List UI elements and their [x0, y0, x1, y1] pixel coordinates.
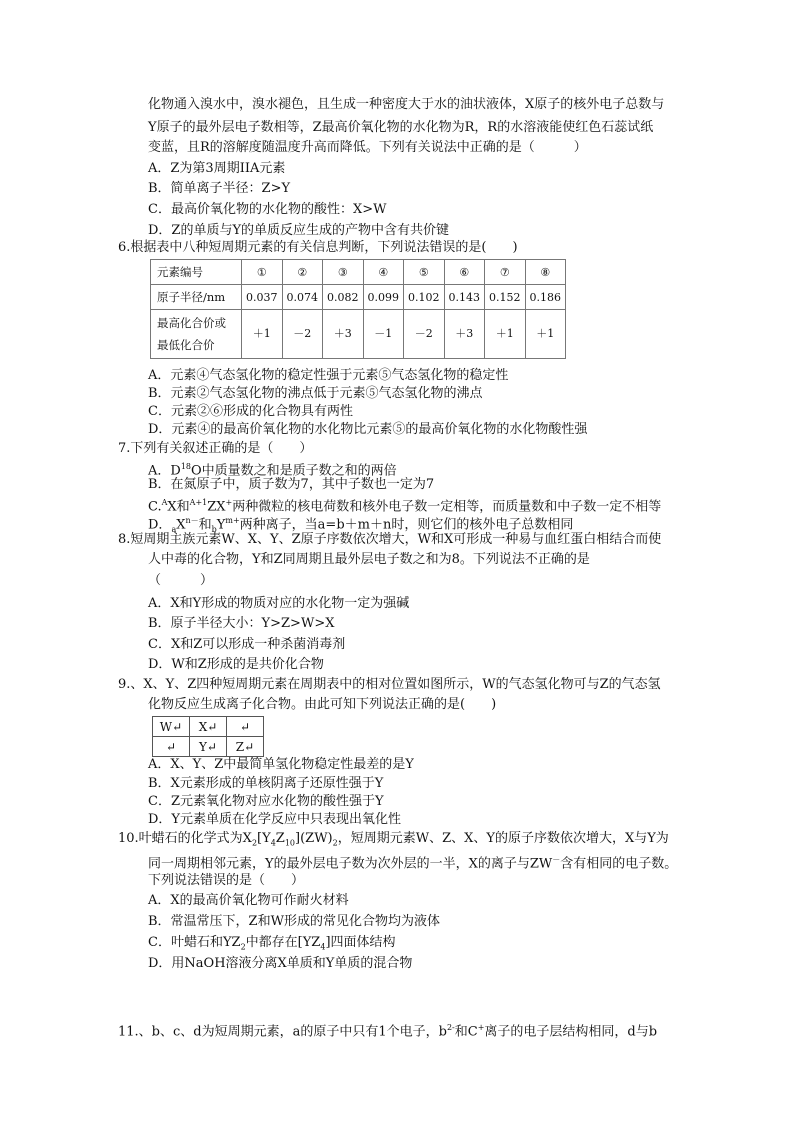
text-span: 含有相同的电子数。: [560, 856, 678, 872]
text-span: C．叶蜡石和YZ: [148, 935, 241, 950]
q10-option-a: A．X的最高价氧化物可作耐火材料: [148, 893, 349, 908]
superscript: +: [225, 498, 233, 507]
table-cell: ＋1: [485, 310, 526, 359]
q9-option-c: C．Z元素氧化物对应水化物的酸性强于Y: [148, 794, 384, 809]
text-span: C.: [148, 499, 162, 515]
q10-stem-line-1: [118, 830, 669, 853]
table-cell: ⑦: [485, 260, 526, 285]
q5-option-d: D．Z的单质与Y的单质反应生成的产物中含有共价键: [148, 223, 450, 238]
q5-stem-line-1: 化物通入溴水中，溴水褪色，且生成一种密度大于水的油状液体，X原子的核外电子总数与: [148, 97, 665, 112]
text-span: Y: [216, 517, 226, 533]
q5-option-a: A．Z为第3周期IIA元素: [148, 161, 286, 176]
table-cell: 0.082: [323, 285, 364, 310]
text-span: 两种离子，当a=b＋m＋n时，则它们的核外电子总数相同: [239, 517, 574, 533]
q6-option-d: D．元素④的最高价氧化物的水化物比元素⑤的最高价氧化物的水化物酸性强: [148, 422, 588, 437]
q8-stem-line-1: 8.短周期主族元素W、X、Y、Z原子序数依次增大，W和X可形成一种易与血红蛋白相结合而使: [118, 532, 662, 547]
text-span: 10.叶蜡石的化学式为X: [118, 831, 252, 846]
text-span: 同一周期相邻元素，Y的最外层电子数为次外层的一半，X的离子与ZW: [148, 856, 553, 872]
table-cell: ⑤: [404, 260, 445, 285]
table-cell: ④: [363, 260, 404, 285]
table-cell: －2: [282, 310, 323, 359]
text-span: ZX: [207, 499, 226, 515]
subscript: b: [211, 524, 217, 534]
text-span: [Y: [257, 831, 271, 846]
q9-option-d: D．Y元素单质在化学反应中只表现出氧化性: [148, 812, 402, 827]
text-span: ](ZW): [295, 831, 333, 846]
q10-stem-line-3: 下列说法错误的是（ ）: [148, 873, 305, 888]
q5-stem-line-3: 变蓝，且R的溶解度随温度升高而降低。下列有关说法中正确的是（ ）: [148, 140, 587, 155]
q6-option-c: C．元素②⑥形成的化合物具有两性: [148, 404, 353, 419]
table-header-valence: [151, 310, 242, 359]
text-span: ]四面体结构: [325, 935, 396, 950]
text-span: A．D: [148, 463, 181, 479]
q5-option-b: B．简单离子半径：Z>Y: [148, 181, 291, 196]
text-span: 和C: [454, 1024, 478, 1040]
superscript: －: [552, 855, 561, 864]
table-header-element-id: 元素编号: [151, 260, 242, 285]
table-header-radius: 原子半径/nm: [151, 285, 242, 310]
q8-option-c: C．X和Z可以形成一种杀菌消毒剂: [148, 637, 346, 652]
q10-option-c: [148, 934, 396, 957]
superscript: +: [477, 1023, 485, 1032]
subscript: 2: [240, 942, 246, 952]
q10-option-d: D．用NaOH溶液分离X单质和Y单质的混合物: [148, 956, 413, 971]
subscript: a: [171, 524, 177, 534]
q6-element-table: [150, 259, 566, 359]
text-span: X: [176, 517, 186, 533]
table-cell: 0.152: [485, 285, 526, 310]
table-cell: ⑧: [525, 260, 566, 285]
grid-cell: ↵: [153, 737, 190, 757]
subscript: 4: [320, 942, 326, 952]
table-cell: 0.102: [404, 285, 445, 310]
q8-option-b: B．原子半径大小：Y>Z>W>X: [148, 616, 335, 631]
subscript: 2: [332, 838, 338, 848]
table-cell: ＋1: [525, 310, 566, 359]
q5-option-c: C．最高价氧化物的水化物的酸性：X>W: [148, 202, 387, 217]
text-span: ，短周期元素W、Z、X、Y的原子序数依次增大，X与Y为: [337, 831, 669, 846]
q9-stem-line-2: 化物反应生成离子化合物。由此可知下列说法正确的是( ): [148, 697, 497, 712]
text-span: 11.、b、c、d为短周期元素，a的原子中只有1个电子，b: [118, 1024, 447, 1040]
text-span: O中质量数之和是质子数之和的两倍: [191, 463, 397, 479]
table-cell: 0.074: [282, 285, 323, 310]
text-span: 中都存在[YZ: [245, 935, 321, 950]
q5-stem-line-2: Y原子的最外层电子数相等，Z最高价氧化物的水化物为R，R的水溶液能使红色石蕊试纸: [148, 120, 654, 135]
table-cell: －2: [404, 310, 445, 359]
table-cell: 0.099: [363, 285, 404, 310]
table-cell: ＋1: [242, 310, 283, 359]
table-cell: ＋3: [444, 310, 485, 359]
text-span: X和: [167, 499, 190, 515]
grid-cell: X↵: [190, 717, 227, 737]
table-cell: ②: [282, 260, 323, 285]
table-cell: ＋3: [323, 310, 364, 359]
q8-stem-line-2: 人中毒的化合物，Y和Z同周期且最外层电子数之和为8。下列说法不正确的是: [148, 552, 590, 567]
grid-cell: W↵: [153, 717, 190, 737]
grid-cell: Z↵: [227, 737, 264, 757]
subscript: 10: [284, 838, 296, 848]
text-span: Z: [275, 831, 285, 846]
q6-option-b: B．元素②气态氢化物的沸点低于元素⑤气态氢化物的沸点: [148, 386, 483, 401]
superscript: m+: [225, 516, 240, 525]
q10-stem-line-2: [148, 851, 677, 873]
subscript: 2: [251, 838, 258, 848]
valence-label-line-2: 最低化合价: [157, 338, 215, 352]
q9-stem-line-1: 9.、X、Y、Z四种短周期元素在周期表中的相对位置如图所示，W的气态氢化物可与Z的气态氢: [118, 677, 661, 692]
text-span: 离子的电子层结构相同，d与b: [484, 1024, 658, 1040]
q8-option-d: D．W和Z形成的是共价化合物: [148, 657, 324, 672]
table-cell: ⑥: [444, 260, 485, 285]
grid-cell: ↵: [227, 717, 264, 737]
grid-cell: Y↵: [190, 737, 227, 757]
table-cell: ①: [242, 260, 283, 285]
q9-option-a: A．X、Y、Z中最简单氢化物稳定性最差的是Y: [148, 757, 414, 772]
q6-option-a: A．元素④气态氢化物的稳定性强于元素⑤气态氢化物的稳定性: [148, 368, 509, 383]
superscript: A+1: [189, 498, 208, 507]
superscript: n－: [185, 516, 199, 525]
text-span: 两种微粒的核电荷数和核外电子数一定相等，而质量数和中子数一定不相等: [232, 499, 662, 515]
text-span: 和: [198, 517, 212, 533]
q7-option-b: B．在氮原子中，质子数为7，其中子数也一定为7: [148, 477, 435, 492]
q9-periodic-grid: [152, 716, 264, 757]
q6-stem: 6.根据表中八种短周期元素的有关信息判断，下列说法错误的是( ): [118, 240, 518, 255]
table-cell: 0.143: [444, 285, 485, 310]
table-cell: 0.186: [525, 285, 566, 310]
superscript: 18: [180, 462, 191, 471]
q8-stem-line-3: （ ）: [148, 573, 214, 588]
q10-option-b: B．常温常压下，Z和W形成的常见化合物均为液体: [148, 914, 440, 929]
table-cell: ③: [323, 260, 364, 285]
q7-stem: 7.下列有关叙述正确的是（ ）: [118, 441, 313, 456]
superscript: A: [161, 498, 168, 507]
table-cell: 0.037: [242, 285, 283, 310]
text-span: D．: [148, 517, 172, 533]
q9-option-b: B．X元素形成的单核阴离子还原性强于Y: [148, 776, 384, 791]
table-cell: －1: [363, 310, 404, 359]
valence-label-line-1: 最高化合价或: [157, 316, 226, 330]
superscript: 2-: [446, 1023, 455, 1032]
subscript: 4: [270, 838, 276, 848]
q8-option-a: A．X和Y形成的物质对应的水化物一定为强碱: [148, 596, 410, 611]
q11-stem: [118, 1019, 657, 1041]
